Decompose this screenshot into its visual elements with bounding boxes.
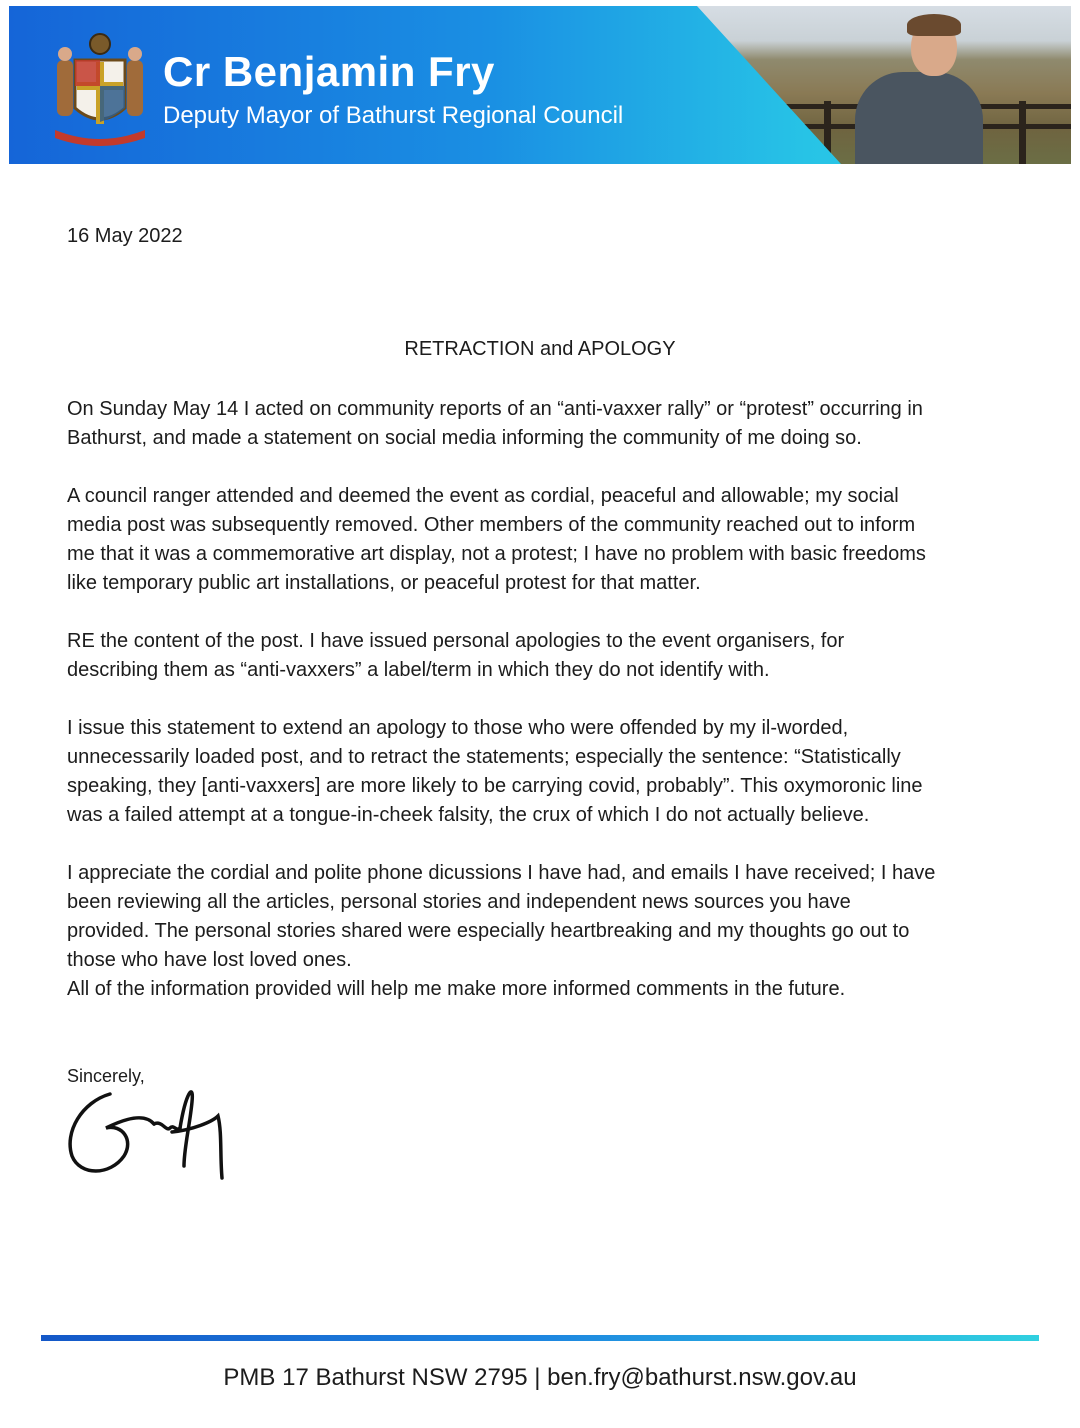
paragraph: [67, 482, 1017, 598]
footer-address: PMB 17 Bathurst NSW 2795 | ben.fry@bathurst.nsw.gov.au: [223, 1364, 857, 1391]
text-line: provided. The personal stories shared were especially heartbreaking and my thoughts go out to: [67, 920, 910, 942]
paragraph: [67, 395, 1017, 453]
closing: Sincerely,: [67, 1066, 145, 1086]
text-line: been reviewing all the articles, personal stories and independent news sources you have: [67, 891, 851, 913]
text-line: A council ranger attended and deemed the event as cordial, peaceful and allowable; my social: [67, 485, 899, 507]
text-line: I appreciate the cordial and polite phone dicussions I have had, and emails I have received; I have: [67, 862, 936, 884]
text-line: those who have lost loved ones.: [67, 949, 352, 971]
letter-heading: RETRACTION and APOLOGY: [404, 338, 676, 360]
text-line: All of the information provided will help me make more informed comments in the future.: [67, 978, 846, 1000]
page-title: Cr Benjamin Fry: [163, 48, 495, 95]
text-line: was a failed attempt at a tongue-in-cheek falsity, the crux of which I do not actually believe.: [67, 804, 870, 826]
text-line: RE the content of the post. I have issued personal apologies to the event organisers, for: [67, 630, 845, 652]
council-crest-icon: [45, 30, 155, 148]
footer-divider: [41, 1335, 1039, 1341]
fence-post: [824, 101, 831, 164]
text-line: speaking, they [anti-vaxxers] are more likely to be carrying covid, probably”. This oxymoronic line: [67, 775, 923, 797]
person-figure: [855, 72, 983, 164]
text-line: me that it was a commemorative art display, not a protest; I have no problem with basic freedoms: [67, 543, 926, 565]
letter-date: 16 May 2022: [67, 225, 183, 247]
text-line: unnecessarily loaded post, and to retract the statements; especially the sentence: “Statistically: [67, 746, 901, 768]
text-line: like temporary public art installations, or peaceful protest for that matter.: [67, 572, 701, 594]
fence-post: [1019, 101, 1026, 164]
text-line: I issue this statement to extend an apology to those who were offended by my il-worded,: [67, 717, 849, 739]
text-line: media post was subsequently removed. Other members of the community reached out to inform: [67, 514, 916, 536]
handwritten-signature: [62, 1072, 242, 1182]
fence-post: [769, 101, 776, 164]
text-line: On Sunday May 14 I acted on community reports of an “anti-vaxxer rally” or “protest” occurring in: [67, 398, 923, 420]
paragraph: [67, 627, 1017, 685]
paragraph: [67, 859, 1017, 1004]
page-subtitle: Deputy Mayor of Bathurst Regional Council: [163, 102, 624, 129]
text-line: describing them as “anti-vaxxers” a label/term in which they do not identify with.: [67, 659, 770, 681]
header-banner: [9, 6, 1071, 164]
paragraph: [67, 714, 1017, 830]
letter-body: [67, 395, 1017, 1004]
person-hair: [907, 14, 961, 36]
text-line: Bathurst, and made a statement on social media informing the community of me doing so.: [67, 427, 862, 449]
portrait-photo: [649, 6, 1071, 164]
